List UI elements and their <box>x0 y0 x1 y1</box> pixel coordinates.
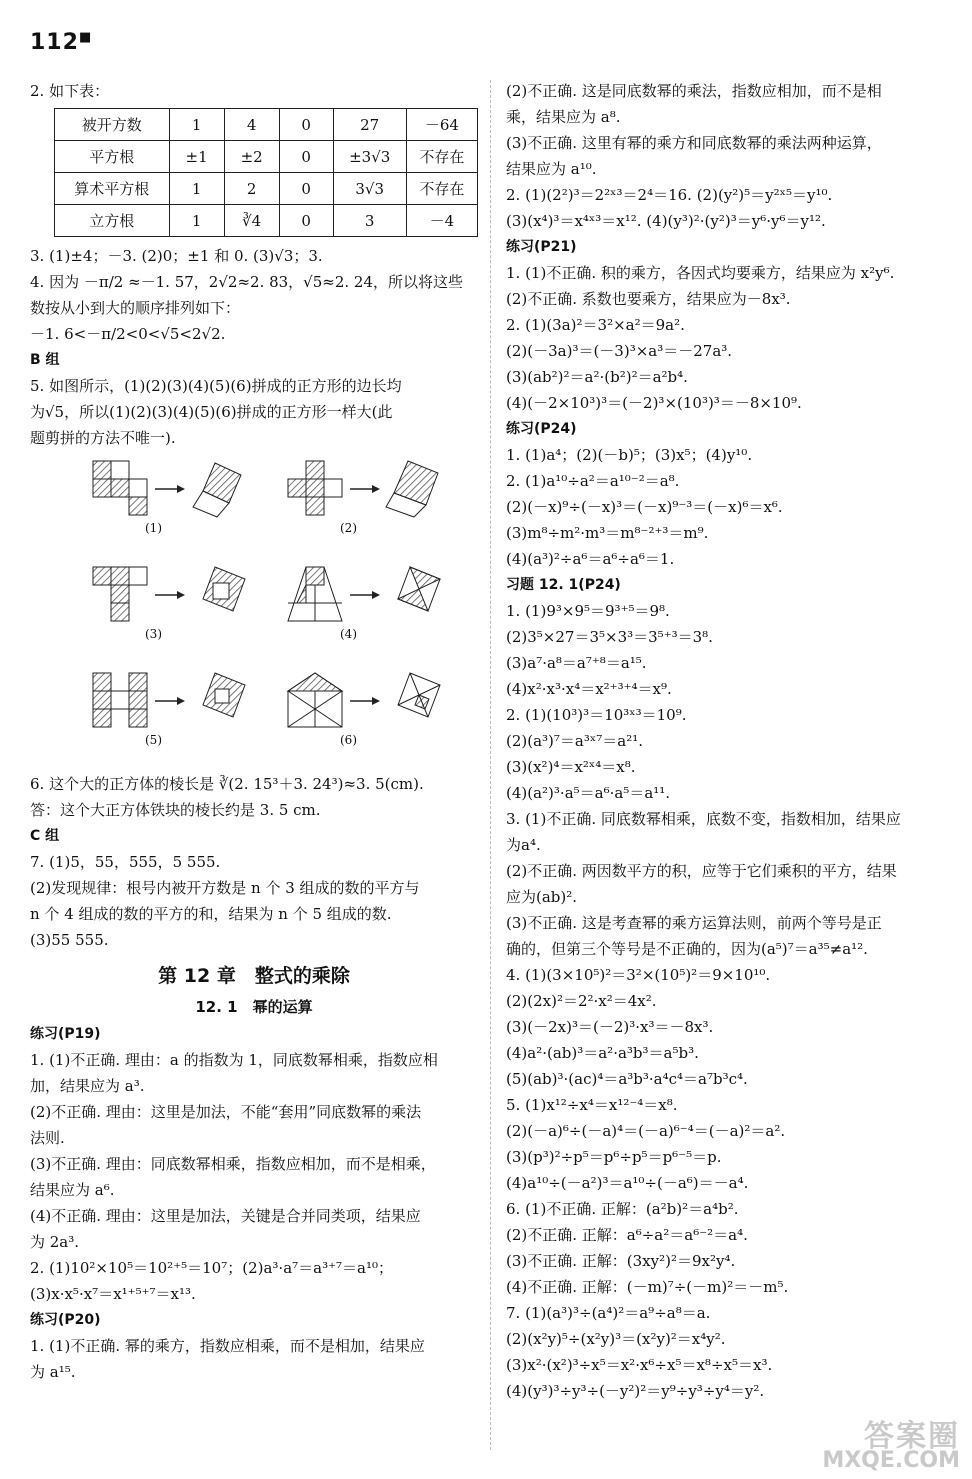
text-line: (4)(a²)³·a⁵＝a⁶·a⁵＝a¹¹. <box>506 784 671 802</box>
text-line: 加，结果应为 a³. <box>30 1077 145 1095</box>
figure-caption: (1) <box>145 521 162 535</box>
table-cell: 0 <box>279 205 333 237</box>
table-cell: ±1 <box>169 141 224 173</box>
text-line: (3)(ab²)²＝a²·(b²)²＝a²b⁴. <box>506 368 688 386</box>
text-line: (5)(ab)³·(ac)⁴＝a³b³·a⁴c⁴＝a⁷b³c⁴. <box>506 1070 748 1088</box>
text-line: 1. (1)9³×9⁵＝9³⁺⁵＝9⁸. <box>506 602 670 620</box>
text-line: 2. (1)a¹⁰÷a²＝a¹⁰⁻²＝a⁸. <box>506 472 680 490</box>
text-line: 4. 因为 －π/2 ≈－1. 57，2√2≈2. 83，√5≈2. 24，所以将这些 <box>30 273 464 291</box>
table-cell: 被开方数 <box>55 109 170 141</box>
text-line: 为a⁴. <box>506 836 541 854</box>
table-cell: 0 <box>279 141 333 173</box>
figure-6-drawing <box>280 671 480 733</box>
text-line: (2)(－a)⁶÷(－a)⁴＝(－a)⁶⁻⁴＝(－a)²＝a². <box>506 1122 786 1140</box>
figure-4-drawing <box>280 565 480 627</box>
exercise-heading: 练习(P24) <box>506 421 577 437</box>
text-line: (4)(y³)³÷y³÷(－y²)²＝y⁹÷y³÷y⁴＝y². <box>506 1382 765 1400</box>
text-line: (4)不正确. 正解：(－m)⁷÷(－m)²＝－m⁵. <box>506 1278 789 1296</box>
text-line: 3. (1)±4；－3. (2)0；±1 和 0. (3)√3；3. <box>30 247 323 265</box>
section-title: 12. 1 幂的运算 <box>195 998 313 1016</box>
text-line: 5. (1)x¹²÷x⁴＝x¹²⁻⁴＝x⁸. <box>506 1096 678 1114</box>
figure-caption: (6) <box>340 733 357 747</box>
text-line: (2)不正确. 系数也要乘方，结果应为－8x³. <box>506 290 791 308</box>
text-line: (2)(a³)⁷＝a³ˣ⁷＝a²¹. <box>506 732 643 750</box>
question-2-intro: 2. 如下表： <box>30 82 110 100</box>
table-row <box>55 141 478 173</box>
text-line: 7. (1)5，55，555，5 555. <box>30 853 221 871</box>
text-line: 1. (1)不正确. 积的乘方，各因式均要乘方，结果应为 x²y⁶. <box>506 264 895 282</box>
table-cell: 立方根 <box>55 205 170 237</box>
text-line: 6. 这个大的正方体的棱长是 ∛(2. 15³＋3. 24³)≈3. 5(cm). <box>30 775 424 793</box>
table-cell: 不存在 <box>406 141 477 173</box>
table-cell: 算术平方根 <box>55 173 170 205</box>
text-line: 2. (1)(3a)²＝3²×a²＝9a². <box>506 316 685 334</box>
figure-caption: (5) <box>145 733 162 747</box>
table-cell: 不存在 <box>406 173 477 205</box>
text-line: (4)不正确. 理由：这里是加法，关键是合并同类项，结果应 <box>30 1207 421 1225</box>
text-line: (3)不正确. 正解：(3xy²)²＝9x²y⁴. <box>506 1252 736 1270</box>
text-line: (4)a²·(ab)³＝a²·a³b³＝a⁵b³. <box>506 1044 699 1062</box>
text-line: (3)(x²)⁴＝x²ˣ⁴＝x⁸. <box>506 758 636 776</box>
watermark-line-2: MXQE.COM <box>822 1448 960 1473</box>
page-number: 112■ <box>30 30 93 55</box>
text-line: 乘，结果应为 a⁸. <box>506 108 621 126</box>
text-line: (4)a¹⁰÷(－a²)³＝a¹⁰÷(－a⁶)＝－a⁴. <box>506 1174 749 1192</box>
text-line: 法则. <box>30 1129 65 1147</box>
text-line: (2)(－3a)³＝(－3)³×a³＝－27a³. <box>506 342 733 360</box>
text-line: 1. (1)a⁴；(2)(－b)⁵；(3)x⁵；(4)y¹⁰. <box>506 446 753 464</box>
text-line: (2)不正确. 这是同底数幂的乘法，指数应相加，而不是相 <box>506 82 882 100</box>
table-cell: ∛4 <box>224 205 279 237</box>
figure-3 <box>85 565 285 655</box>
text-line: 2. (1)(2²)³＝2²ˣ³＝2⁴＝16. (2)(y²)⁵＝y²ˣ⁵＝y¹⁰. <box>506 186 833 204</box>
group-heading: C 组 <box>30 828 60 844</box>
text-line: (3)a⁷·a⁸＝a⁷⁺⁸＝a¹⁵. <box>506 654 647 672</box>
text-line: 为√5，所以(1)(2)(3)(4)(5)(6)拼成的正方形一样大(此 <box>30 403 393 421</box>
text-line: (3)(－2x)³＝(－2)³·x³＝－8x³. <box>506 1018 714 1036</box>
text-line: 7. (1)(a³)³÷(a⁴)²＝a⁹÷a⁸＝a. <box>506 1304 711 1322</box>
text-line: 结果应为 a⁶. <box>30 1181 115 1199</box>
text-line: (2)3⁵×27＝3⁵×3³＝3⁵⁺³＝3⁸. <box>506 628 713 646</box>
text-line: (2)不正确. 正解：a⁶÷a²＝a⁶⁻²＝a⁴. <box>506 1226 748 1244</box>
text-line: 确的，但第三个等号是不正确的，因为(a⁵)⁷＝a³⁵≠a¹². <box>506 940 868 958</box>
text-line: 结果应为 a¹⁰. <box>506 160 597 178</box>
root-table <box>54 108 478 237</box>
table-cell: 0 <box>279 173 333 205</box>
text-line: (4)x²·x³·x⁴＝x²⁺³⁺⁴＝x⁹. <box>506 680 672 698</box>
text-line: (3)不正确. 理由：同底数幂相乘，指数应相加，而不是相乘， <box>30 1155 436 1173</box>
table-row <box>55 109 478 141</box>
text-line: 为 a¹⁵. <box>30 1363 76 1381</box>
text-line: 5. 如图所示，(1)(2)(3)(4)(5)(6)拼成的正方形的边长均 <box>30 377 402 395</box>
text-line: n 个 4 组成的数的平方的和，结果为 n 个 5 组成的数. <box>30 905 392 923</box>
figure-6 <box>280 671 480 761</box>
text-line: －1. 6<－π/2<0<√5<2√2. <box>30 325 226 343</box>
table-cell: －4 <box>406 205 477 237</box>
dissection-figures <box>30 455 478 765</box>
watermark <box>822 1419 960 1473</box>
table-cell: 3√3 <box>333 173 406 205</box>
text-line: (2)发现规律：根号内被开方数是 n 个 3 组成的数的平方与 <box>30 879 420 897</box>
column-divider <box>490 80 491 1450</box>
text-line: 3. (1)不正确. 同底数幂相乘，底数不变，指数相加，结果应 <box>506 810 901 828</box>
text-line: (3)m⁸÷m²·m³＝m⁸⁻²⁺³＝m⁹. <box>506 524 709 542</box>
text-line: (3)(x⁴)³＝x⁴ˣ³＝x¹². (4)(y³)²·(y²)³＝y⁶·y⁶＝y¹². <box>506 212 826 230</box>
table-row <box>55 173 478 205</box>
table-cell: －64 <box>406 109 477 141</box>
table-cell: 1 <box>169 173 224 205</box>
table-cell: 3 <box>333 205 406 237</box>
text-line: 题剪拼的方法不唯一). <box>30 429 176 447</box>
text-line: (3)x·x⁵·x⁷＝x¹⁺⁵⁺⁷＝x¹³. <box>30 1285 196 1303</box>
text-line: (4)(a³)²÷a⁶＝a⁶÷a⁶＝1. <box>506 550 675 568</box>
exercise-heading: 练习(P19) <box>30 1026 101 1042</box>
left-column <box>30 78 478 1385</box>
table-cell: ±3√3 <box>333 141 406 173</box>
right-column <box>506 78 946 1456</box>
text-line: (3)(p³)²÷p⁵＝p⁶÷p⁵＝p⁶⁻⁵＝p. <box>506 1148 722 1166</box>
text-line: (3)不正确. 这是考查幂的乘方运算法则，前两个等号是正 <box>506 914 882 932</box>
table-cell: ±2 <box>224 141 279 173</box>
figure-caption: (3) <box>145 627 162 641</box>
text-line: (3)55 555. <box>30 931 109 949</box>
watermark-line-1: 答案圈 <box>864 1419 960 1454</box>
figure-2-drawing <box>280 459 480 521</box>
text-line: 为 2a³. <box>30 1233 80 1251</box>
text-line: (2)(2x)²＝2²·x²＝4x². <box>506 992 657 1010</box>
figure-1 <box>85 459 285 549</box>
figure-caption: (2) <box>340 521 357 535</box>
exercise-heading: 练习(P20) <box>30 1312 101 1328</box>
figure-3-drawing <box>85 565 285 627</box>
table-cell: 4 <box>224 109 279 141</box>
text-line: (4)(－2×10³)³＝(－2)³×(10³)³＝－8×10⁹. <box>506 394 802 412</box>
text-line: 1. (1)不正确. 理由：a 的指数为 1，同底数幂相乘，指数应相 <box>30 1051 438 1069</box>
text-line: 答：这个大正方体铁块的棱长约是 3. 5 cm. <box>30 801 321 819</box>
table-cell: 1 <box>169 109 224 141</box>
figure-2 <box>280 459 480 549</box>
text-line: (3)不正确. 这里有幂的乘方和同底数幂的乘法两种运算， <box>506 134 882 152</box>
text-line: (2)(－x)⁹÷(－x)³＝(－x)⁹⁻³＝(－x)⁶＝x⁶. <box>506 498 783 516</box>
table-cell: 平方根 <box>55 141 170 173</box>
table-cell: 27 <box>333 109 406 141</box>
figure-5-drawing <box>85 671 285 733</box>
text-line: 1. (1)不正确. 幂的乘方，指数应相乘，而不是相加，结果应 <box>30 1337 425 1355</box>
chapter-title: 第 12 章 整式的乘除 <box>158 965 350 987</box>
figure-1-drawing <box>85 459 285 521</box>
table-cell: 1 <box>169 205 224 237</box>
text-line: 应为(ab)². <box>506 888 578 906</box>
figure-caption: (4) <box>340 627 357 641</box>
text-line: 数按从小到大的顺序排列如下： <box>30 299 241 317</box>
text-line: (2)(x²y)⁵÷(x²y)³＝(x²y)²＝x⁴y². <box>506 1330 726 1348</box>
text-line: (3)x²·(x²)³÷x⁵＝x²·x⁶÷x⁵＝x⁸÷x⁵＝x³. <box>506 1356 773 1374</box>
exercise-heading: 练习(P21) <box>506 239 577 255</box>
table-cell: 0 <box>279 109 333 141</box>
text-line: 4. (1)(3×10⁵)²＝3²×(10⁵)²＝9×10¹⁰. <box>506 966 771 984</box>
figure-5 <box>85 671 285 761</box>
text-line: 2. (1)10²×10⁵＝10²⁺⁵＝10⁷；(2)a³·a⁷＝a³⁺⁷＝a¹⁰； <box>30 1259 394 1277</box>
figure-4 <box>280 565 480 655</box>
text-line: 6. (1)不正确. 正解：(a²b)²＝a⁴b². <box>506 1200 739 1218</box>
table-row <box>55 205 478 237</box>
text-line: (2)不正确. 理由：这里是加法，不能“套用”同底数幂的乘法 <box>30 1103 422 1121</box>
group-heading: B 组 <box>30 352 60 368</box>
exercise-heading: 习题 12. 1(P24) <box>506 577 621 593</box>
table-cell: 2 <box>224 173 279 205</box>
text-line: 2. (1)(10³)³＝10³ˣ³＝10⁹. <box>506 706 687 724</box>
text-line: (2)不正确. 两因数平方的积，应等于它们乘积的平方，结果 <box>506 862 897 880</box>
